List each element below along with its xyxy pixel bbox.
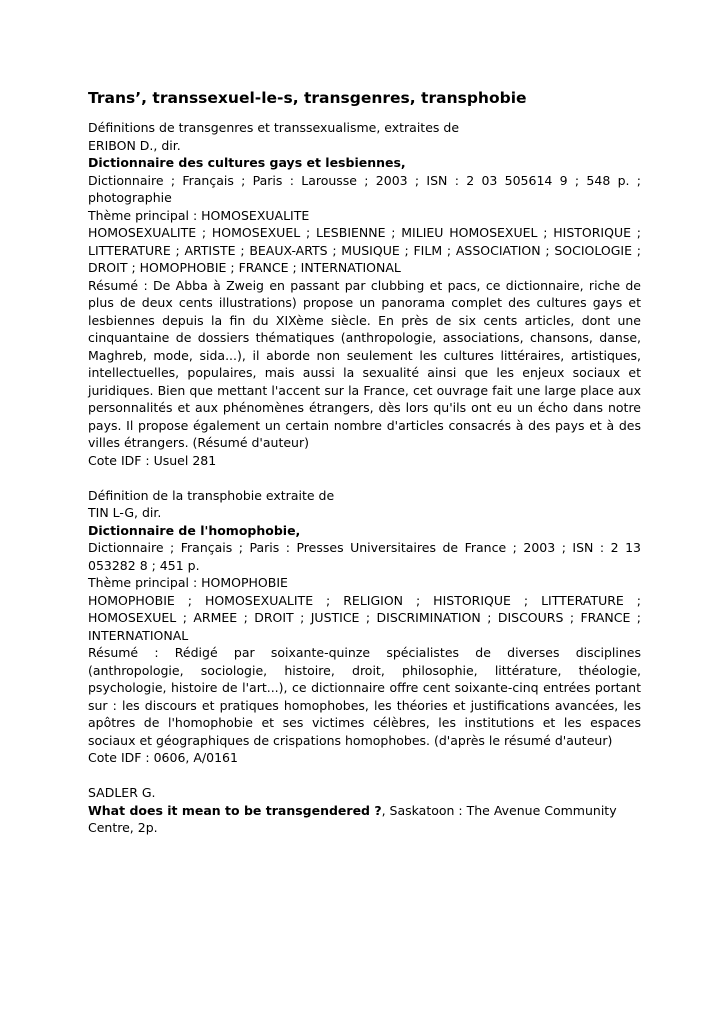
entry-author: ERIBON D., dir. bbox=[88, 137, 181, 153]
bibliography-entry-sadler bbox=[88, 784, 641, 837]
entry-intro: Définition de la transphobie extraite de bbox=[88, 487, 335, 503]
entry-publication-info: , Saskatoon : The Avenue Community Centre, 2p. bbox=[88, 802, 617, 835]
entry-summary: Résumé : De Abba à Zweig en passant par clubbing et pacs, ce dictionnaire, riche de plus de deux cents illustrations) propose un panorama complet des cultures gays et lesbiennes depuis la fin du XIXème siècle. En près de six cents articles, dont une cinquantaine de dossiers thématiques (anthropologie, associations, chansons, danse, Maghreb, mode, sida...), il aborde non seulement les cultures littéraires, artistiques, intellectuelles, populaires, mais aussi la sexualité ainsi que les enjeux sociaux et juridiques. Bien que mettant l'accent sur la France, cet ouvrage fait une large place aux personnalités et aux phénomènes étrangers, dès lors qu'ils ont eu un écho dans notre pays. Il propose également un certain nombre d'articles consacrés à des pays et à des villes étrangers. (Résumé d'auteur) bbox=[88, 277, 641, 450]
entry-shelf-mark: Cote IDF : 0606, A/0161 bbox=[88, 750, 238, 765]
entry-separator bbox=[88, 469, 641, 487]
bibliography-entry-eribon bbox=[88, 119, 641, 469]
document-page bbox=[88, 88, 641, 837]
entry-summary: Résumé : Rédigé par soixante-quinze spécialistes de diverses disciplines (anthropologie, sociologie, histoire, droit, philosophie, littérature, théologie, psychologie, histoire de l'art...), ce dictionnaire offre cent soixante-cinq entrées portant sur : les discours et pratiques homophobes, les théories et justifications avancées, les apôtres de l'homophobie et ses victimes célèbres, les institutions et les espaces sociaux et géographiques de crispations homophobes. (d'après le résumé d'auteur) bbox=[88, 645, 641, 748]
entry-book-title: Dictionnaire des cultures gays et lesbiennes, bbox=[88, 155, 406, 170]
entry-main-theme: Thème principal : HOMOSEXUALITE bbox=[88, 207, 310, 223]
entry-separator bbox=[88, 767, 641, 785]
entry-main-theme: Thème principal : HOMOPHOBIE bbox=[88, 575, 288, 590]
entry-author: SADLER G. bbox=[88, 785, 156, 800]
entry-book-title: Dictionnaire de l'homophobie, bbox=[88, 522, 301, 538]
entry-intro: Définitions de transgenres et transsexualisme, extraites de bbox=[88, 120, 460, 135]
entry-author: TIN L-G, dir. bbox=[88, 505, 162, 520]
entry-keywords: HOMOPHOBIE ; HOMOSEXUALITE ; RELIGION ; HISTORIQUE ; LITTERATURE ; HOMOSEXUEL ; ARMEE ; DROIT ; JUSTICE ; DISCRIMINATION ; DISCOURS ; FRANCE ; INTERNATIONAL bbox=[88, 592, 641, 643]
bibliography-entry-tin bbox=[88, 487, 641, 767]
document-title: Trans’, transsexuel-le-s, transgenres, transphobie bbox=[88, 89, 527, 107]
entry-citation bbox=[88, 802, 641, 837]
entry-publication-info: Dictionnaire ; Français ; Paris : Larousse ; 2003 ; ISN : 2 03 505614 9 ; 548 p. ; photographie bbox=[88, 172, 641, 205]
entry-book-title: What does it mean to be transgendered ? bbox=[88, 802, 382, 818]
entry-shelf-mark: Cote IDF : Usuel 281 bbox=[88, 452, 217, 468]
entry-publication-info: Dictionnaire ; Français ; Paris : Presses Universitaires de France ; 2003 ; ISN : 2 13 053282 8 ; 451 p. bbox=[88, 540, 641, 573]
entry-keywords: HOMOSEXUALITE ; HOMOSEXUEL ; LESBIENNE ; MILIEU HOMOSEXUEL ; HISTORIQUE ; LITTERATURE ; ARTISTE ; BEAUX-ARTS ; MUSIQUE ; FILM ; ASSOCIATION ; SOCIOLOGIE ; DROIT ; HOMOPHOBIE ; FRANCE ; INTERNATIONAL bbox=[88, 225, 641, 275]
